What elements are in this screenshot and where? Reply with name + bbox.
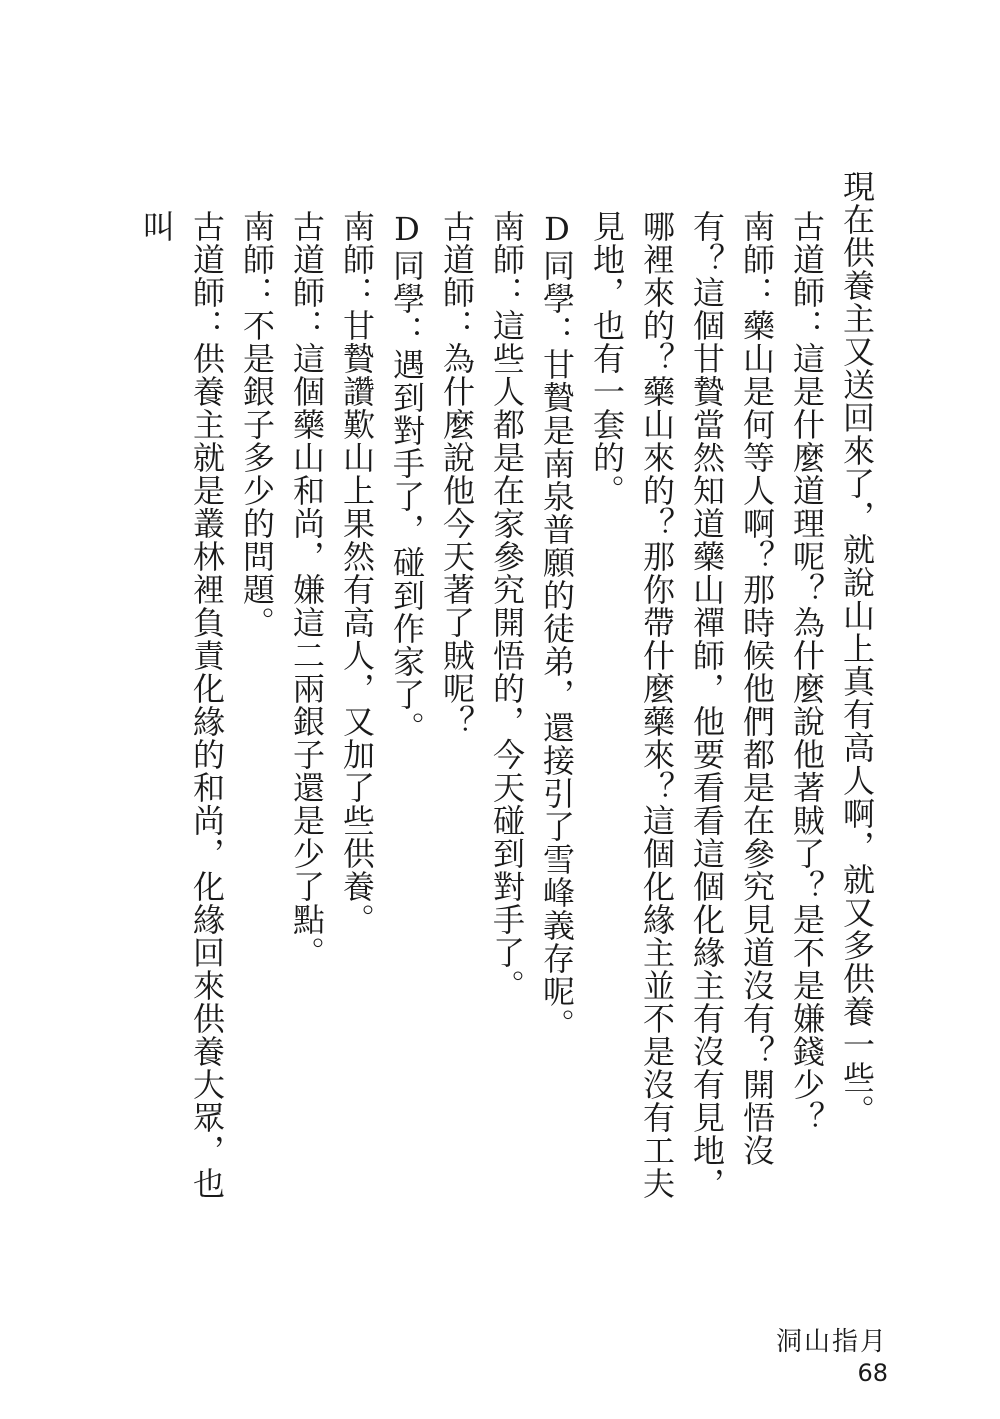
paragraph: D同學：遇到對手了，碰到作家了。 — [388, 210, 426, 744]
paragraph: 古道師：這個藥山和尚，嫌這二兩銀子還是少了點。 — [288, 210, 326, 969]
body-text — [138, 170, 882, 1230]
paragraph: 南師：甘贄讚歎山上果然有高人，又加了些供養。 — [338, 210, 376, 936]
paragraph: 古道師：這是什麼道理呢？為什麼說他著賊了？是不是嫌錢少？ — [788, 210, 826, 1134]
paragraph: 現在供養主又送回來了，就說山上真有高人啊，就又多供養一些。 — [838, 170, 876, 1127]
paragraph: 古道師：為什麼說他今天著了賊呢？ — [438, 210, 476, 738]
paragraph: D同學：甘贄是南泉普願的徒弟，還接引了雪峰義存呢。 — [538, 210, 576, 1041]
page-number: 68 — [857, 1359, 888, 1387]
page-footer — [776, 1326, 888, 1388]
paragraph: 南師：這些人都是在家參究開悟的，今天碰到對手了。 — [488, 210, 526, 1002]
paragraph: 南師：不是銀子多少的問題。 — [238, 210, 276, 639]
paragraph: 南師：藥山是何等人啊？那時候他們都是在參究見道沒有？開悟沒有？這個甘贄當然知道藥山禪師，他要看看這個化緣主有沒有見地，哪裡來的？藥山來的？那你帶什麼藥來？這個化緣主並不是沒有工夫見地，也有一套的。 — [588, 210, 776, 1200]
paragraph: 古道師：供養主就是叢林裡負責化緣的和尚，化緣回來供養大眾，也叫 — [138, 210, 226, 1200]
book-title: 洞山指月 — [775, 1327, 888, 1357]
